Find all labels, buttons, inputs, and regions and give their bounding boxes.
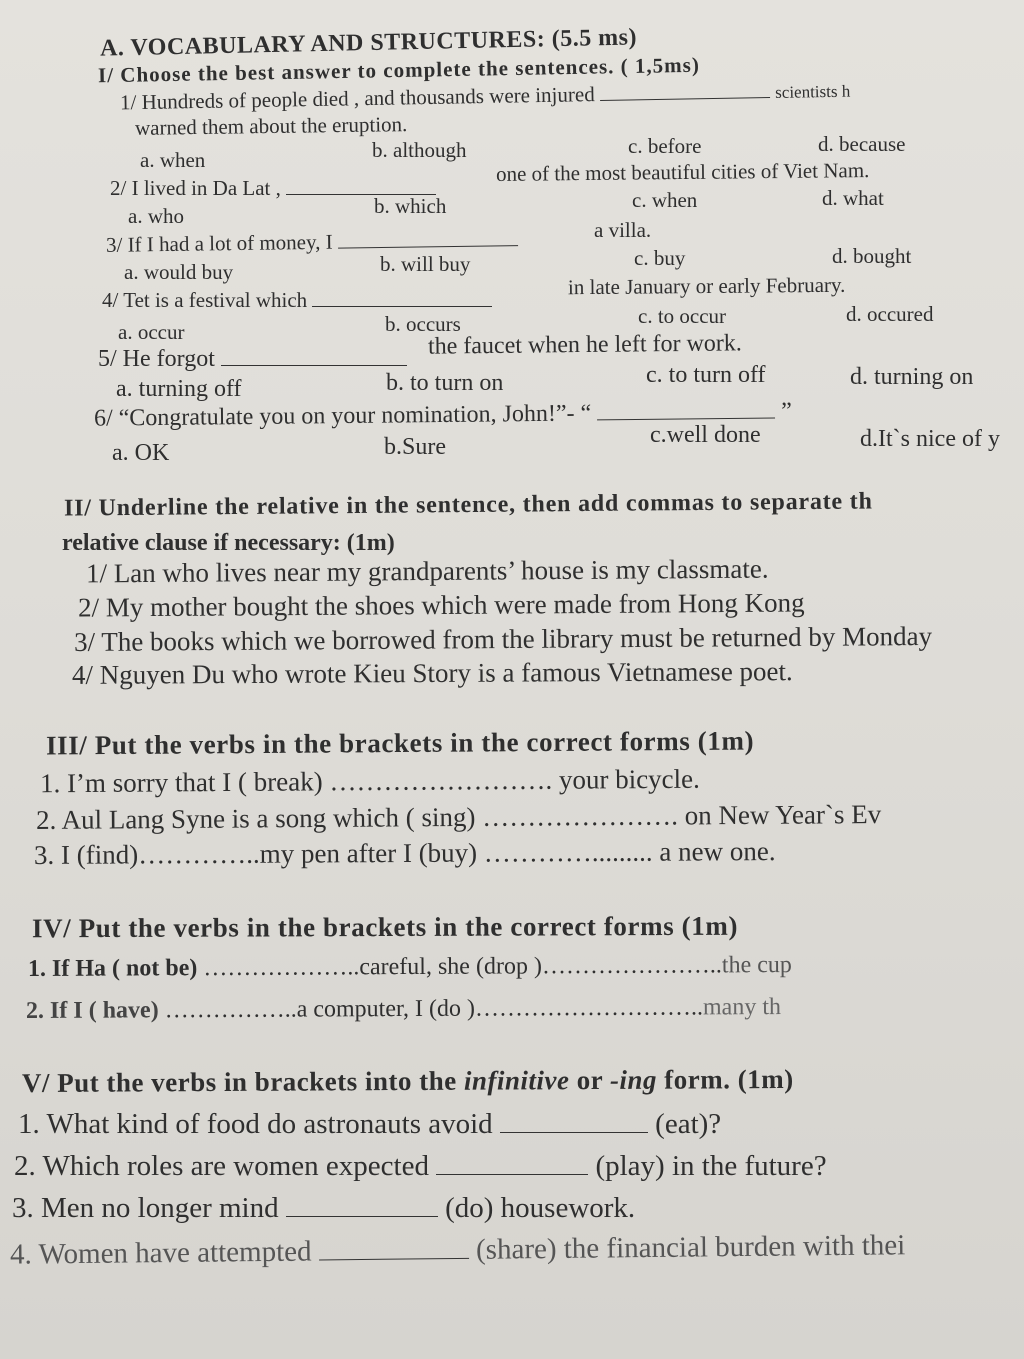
q5-blank[interactable] (221, 365, 407, 366)
part5-q1: 1. What kind of food do astronauts avoid (eat)? (18, 1108, 722, 1140)
q3-blank[interactable] (338, 245, 518, 249)
part3-q2-blank[interactable]: …………………. (482, 800, 685, 832)
q3-opt-a[interactable]: a. would buy (124, 260, 234, 284)
part3-q3-blank2[interactable]: …………......... (483, 836, 660, 868)
q2-opt-c[interactable]: c. when (632, 188, 698, 212)
q4-text-b: in late January or early February. (567, 272, 846, 300)
q1-blank[interactable] (600, 97, 770, 101)
part3-q3-blank1[interactable]: ………….. (138, 838, 260, 870)
q6-opt-a[interactable]: a. OK (112, 440, 170, 466)
part2-item-4: 4/ Nguyen Du who wrote Kieu Story is a famous Vietnamese poet. (71, 656, 793, 690)
part2-item-1: 1/ Lan who lives near my grandparents’ house is my classmate. (85, 553, 769, 589)
part5-q2-blank[interactable] (436, 1174, 588, 1175)
q5-opt-b[interactable]: b. to turn on (386, 370, 504, 396)
q2-text-b: one of the most beautiful cities of Viet Nam. (495, 158, 870, 186)
part3-q2: 2. Aul Lang Syne is a song which ( sing) …………………. on New Year`s Ev (35, 799, 882, 835)
q1-opt-d[interactable]: d. because (818, 132, 906, 156)
part4-title: IV/ Put the verbs in the brackets in the correct forms (1m) (31, 910, 739, 944)
q4-blank[interactable] (312, 306, 492, 307)
q3-text-a: 3/ If I had a lot of money, I (106, 227, 518, 258)
q5-text-b: the faucet when he left for work. (427, 330, 742, 360)
q6-opt-c[interactable]: c.well done (650, 422, 761, 448)
q4-opt-a[interactable]: a. occur (118, 320, 185, 344)
q5-text-a: 5/ He forgot (98, 346, 407, 373)
part4-q2-blank1[interactable]: …………….. (164, 996, 297, 1024)
q2-opt-d[interactable]: d. what (822, 186, 884, 210)
part3-q3: 3. I (find)…………..my pen after I (buy) …………......... a new one. (33, 836, 776, 870)
q5-opt-d[interactable]: d. turning on (850, 364, 974, 390)
q3-opt-b[interactable]: b. will buy (380, 252, 471, 276)
q2-opt-b[interactable]: b. which (374, 194, 447, 218)
q3-text-b: a villa. (594, 218, 652, 242)
q3-opt-d[interactable]: d. bought (832, 244, 912, 268)
q6-opt-d[interactable]: d.It`s nice of y (860, 426, 1000, 452)
part4-q1-blank1[interactable]: ……………….. (203, 954, 360, 982)
q2-opt-a[interactable]: a. who (128, 204, 184, 228)
part2-item-3: 3/ The books which we borrowed from the library must be returned by Monday (73, 621, 933, 657)
q6-opt-b[interactable]: b.Sure (384, 434, 446, 460)
part4-q1-blank2[interactable]: ………………….. (541, 952, 722, 980)
part2-title-b: relative clause if necessary: (1m) (62, 530, 395, 556)
q4-text-a: 4/ Tet is a festival which (102, 288, 492, 313)
part1-title: I/ Choose the best answer to complete the sentences. ( 1,5ms) (97, 52, 701, 88)
part2-item-2: 2/ My mother bought the shoes which were made from Hong Kong (77, 587, 805, 623)
q6-blank[interactable] (597, 418, 775, 421)
q1-text-b: scientists h (775, 81, 851, 102)
part5-q4: 4. Women have attempted (share) the financial burden with thei (9, 1229, 906, 1271)
part5-q1-blank[interactable] (500, 1132, 648, 1133)
part5-q3-blank[interactable] (286, 1216, 438, 1217)
q6-text-a: 6/ “Congratulate you on your nomination, John!”- “ ” (93, 398, 793, 432)
part4-q2: 2. If I ( have) ……………..a computer, I (do )………………………..many th (25, 994, 782, 1024)
q1-text-c: warned them about the eruption. (134, 112, 408, 140)
q3-opt-c[interactable]: c. buy (634, 246, 686, 270)
q1-opt-c[interactable]: c. before (628, 134, 702, 158)
q1-text-a: 1/ Hundreds of people died , and thousands were injured (119, 82, 595, 115)
q4-opt-b[interactable]: b. occurs (385, 312, 461, 336)
section-a-title: A. VOCABULARY AND STRUCTURES: (5.5 ms) (99, 24, 638, 62)
part5-q4-blank[interactable] (319, 1258, 469, 1261)
q2-text-a: 2/ I lived in Da Lat , (110, 176, 436, 201)
part5-title: V/ Put the verbs in brackets into the infinitive or -ing form. (1m) (21, 1063, 794, 1099)
part3-title: III/ Put the verbs in the brackets in the correct forms (1m) (45, 725, 755, 761)
q5-opt-a[interactable]: a. turning off (116, 376, 242, 402)
part5-q2: 2. Which roles are women expected (play) in the future? (14, 1150, 827, 1182)
part2-title-a: II/ Underline the relative in the sentence, then add commas to separate th (63, 488, 873, 522)
q1-opt-b[interactable]: b. although (372, 138, 467, 162)
part3-q1: 1. I’m sorry that I ( break) ……………………. your bicycle. (39, 763, 700, 799)
q5-opt-c[interactable]: c. to turn off (646, 362, 766, 388)
part3-q1-blank[interactable]: ……………………. (329, 764, 560, 797)
part4-q2-blank2[interactable]: ……………………….. (474, 994, 704, 1022)
q4-opt-c[interactable]: c. to occur (638, 304, 727, 328)
q4-opt-d[interactable]: d. occured (846, 302, 934, 326)
part4-q1: 1. If Ha ( not be) ………………..careful, she (drop )…………………..the cup (27, 952, 792, 982)
part5-q3: 3. Men no longer mind (do) housework. (12, 1192, 636, 1224)
q1-opt-a[interactable]: a. when (140, 148, 206, 172)
